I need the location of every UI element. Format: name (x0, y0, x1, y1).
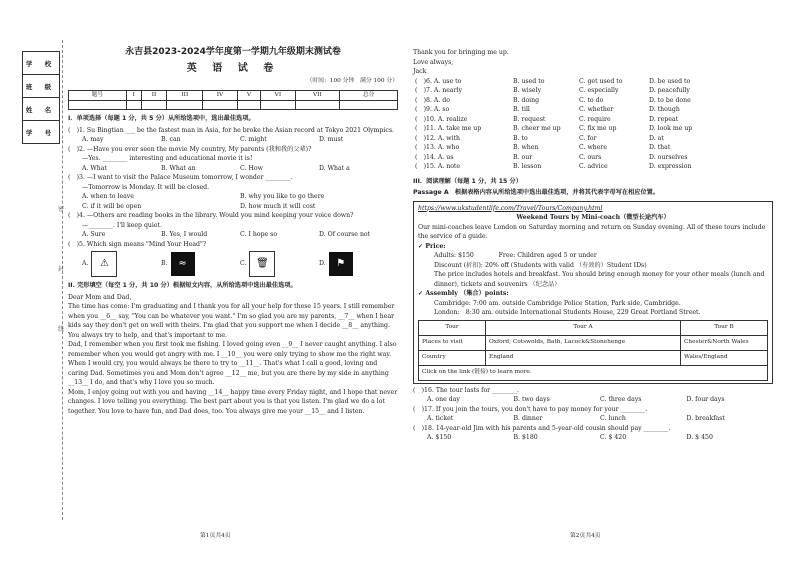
table-row (419, 365, 768, 380)
options-3-row-1 (68, 192, 398, 202)
option[interactable]: C. require (579, 115, 611, 123)
score-cell: IV (203, 90, 237, 101)
option[interactable]: B. to (513, 134, 528, 142)
cloze-row (413, 153, 773, 163)
advert-intro: Our mini-coaches leave London on Saturday morning and return on Sunday evening. All of these tours include the service of a guide. (418, 223, 766, 240)
table-header-row (419, 320, 768, 335)
score-cell[interactable] (261, 101, 295, 110)
table-row (419, 350, 768, 365)
cloze-row (413, 105, 773, 115)
option[interactable]: D. four days (686, 396, 725, 403)
option[interactable]: C. How (240, 164, 263, 172)
option[interactable]: B. till (513, 106, 530, 113)
option[interactable]: ( )12. A. with (415, 134, 460, 142)
option[interactable]: B. dinner (513, 415, 543, 422)
option[interactable]: B. when (513, 144, 539, 151)
cloze-row (413, 124, 773, 134)
seal-mark: 线 (58, 326, 65, 333)
closing-line: Love always, (413, 58, 454, 66)
question-1: ( )1. Su Bingtian ___ be the fastest man in Asia, for he broke the Asian record at Tokyo 2021 Olympics. (68, 126, 394, 134)
assembly-label: ✓ Assembly （集合）points: (418, 290, 509, 297)
seal-mark: 密 (58, 206, 65, 213)
option[interactable]: D. expression (649, 163, 692, 170)
passage-a-instructions: Passage A 根据表格内容从所给选项中选出最佳选项，并将其代表字母写在相应位置。 (413, 189, 660, 196)
score-cell[interactable] (126, 101, 141, 110)
option[interactable]: B. why you like to go there (240, 193, 325, 200)
option[interactable]: ( )7. A. nearly (415, 87, 463, 94)
closing-line: Thank you for bringing me up. (413, 49, 509, 56)
assembly-cambridge: Cambridge: 7:00 am. outside Cambridge Police Station, Park side, Cambridge. (434, 299, 681, 307)
score-cell[interactable] (141, 101, 167, 110)
options-16 (413, 395, 773, 405)
options-1 (68, 135, 398, 145)
option[interactable]: B. What an (161, 164, 196, 172)
option[interactable]: B. lesson (513, 163, 542, 170)
option[interactable]: ( )10. A. realize (415, 115, 468, 123)
option[interactable]: A. Sure (82, 231, 106, 238)
option: D. (319, 260, 326, 268)
sign-options (68, 249, 398, 279)
advert-link[interactable]: Click on the link (链接) to learn more. (419, 365, 768, 380)
question-17: ( )17. If you join the tours, you don't have to pay money for your ________. (413, 405, 648, 413)
option[interactable]: A. when to leave (82, 193, 134, 200)
seal-marks (58, 180, 64, 360)
option-a[interactable] (82, 251, 161, 277)
option[interactable]: ( )9. A. so (415, 106, 450, 113)
option[interactable]: B. our (513, 153, 533, 161)
seal-mark: 封 (58, 266, 65, 273)
score-cell: 题号 (69, 90, 127, 101)
options-17 (413, 414, 773, 424)
cloze-row (413, 115, 773, 125)
options-2 (68, 164, 398, 174)
student-info-box (22, 51, 60, 144)
score-cell[interactable] (69, 101, 127, 110)
table-cell: Chester&North Wales (681, 335, 768, 350)
letter-paragraph: The time has come: I'm graduating and I thank you for all your help for these 15 years. I still remember when you __6__ say, "You can be whatever you want." I'm so glad you are my parents, __7__ when I hear kids say they don't get on well with theirs. I'm glad that you support me when I decide __8__ anything. You always try to help, and that's important to me. (68, 303, 395, 339)
option[interactable]: ( )14. A. us (415, 153, 454, 161)
price-label: ✓ Price: (418, 242, 446, 250)
option[interactable]: B. doing (513, 96, 540, 104)
option[interactable]: D. must (319, 136, 344, 143)
cloze-row (413, 134, 773, 144)
letter-paragraph: Dad, I remember when you first took me fishing. I loved going even __9__ I never caught anything. I also remember when you would get angry with me. I __10__ you were only trying to show me the right way. When I would cry, you would always be there to try to __11__. That's what I call a good, loving and caring Dad. Sometimes you and Mom don't agree __12__ me, but you are there by my side in anything __13__ I do, and that's why I love you so much. (68, 341, 397, 386)
option[interactable]: C. might (240, 136, 267, 143)
option[interactable]: D. peacefully (649, 87, 690, 94)
score-cell[interactable] (167, 101, 203, 110)
exam-title: 永吉县2023-2024学年度第一学期九年级期末测试卷 (125, 47, 341, 57)
cloze-row (413, 77, 773, 87)
option[interactable]: ( )8. A. do (415, 96, 450, 104)
score-blank-row (69, 101, 398, 110)
cloze-row (413, 162, 773, 172)
section-3-title: III．阅读理解（每题 1 分，共 15 分） (413, 177, 522, 185)
option-c[interactable] (240, 251, 319, 277)
option: A. (82, 260, 89, 268)
option[interactable]: A. may (82, 136, 104, 143)
option[interactable]: D. What a (319, 164, 350, 172)
no-swimming-icon: ≈ (171, 252, 195, 276)
option[interactable]: ( )13. A. who (415, 144, 460, 151)
cloze-row (413, 86, 773, 96)
left-column (68, 48, 398, 416)
option[interactable]: ( )6. A. use to (415, 77, 462, 85)
score-cell: V (237, 90, 261, 101)
option[interactable]: D. how much it will cost (240, 202, 316, 210)
option[interactable]: C. get used to (579, 77, 623, 85)
option[interactable]: C. especially (579, 87, 619, 94)
option[interactable]: A. one day (427, 396, 460, 403)
price-discount: Discount (折扣): 20% off (Students with valid （有效的）Student IDs) (434, 261, 647, 269)
option[interactable]: B. used to (513, 77, 545, 85)
assembly-london: London: 8:30 am. outside International Students House, 229 Great Portland Street. (434, 309, 701, 316)
options-4 (68, 230, 398, 240)
right-column (413, 48, 773, 443)
option[interactable]: C. $ 420 (600, 434, 627, 441)
option[interactable]: D. look me up (649, 125, 693, 132)
question-18: ( )18. 14-year-old Jim with his parents and 5-year-old cousin should pay ________. (413, 424, 671, 432)
advert-heading: Weekend Tours by Mini-coach（微型长途汽车） (516, 214, 670, 221)
question-16: ( )16. The tour lasts for ________. (413, 386, 519, 394)
subject-title: 英 语 试 卷 (186, 62, 280, 74)
student-id-label: 学 号 (25, 128, 57, 137)
question-4: ( )4. —Others are reading books in the library. Would you mind keeping your voice down? (68, 212, 354, 219)
option[interactable]: C. for (579, 134, 597, 142)
letter-paragraph: Mom, I enjoy going out with you and having __14__ happy time every Friday night, and I hope that never changes. I love telling you everything. The best part about you is that you listen. I'm glad we do a lot together. You love to have fun, and Dad does, too. You always give me your __15__ and I listen. (68, 388, 398, 415)
score-cell[interactable] (203, 101, 237, 110)
page-number-1: 第1页共4页 (200, 533, 231, 539)
score-cell: I (126, 90, 141, 101)
option[interactable]: C. ours (579, 153, 602, 161)
cloze-row (413, 96, 773, 106)
options-3-row-2 (68, 202, 398, 212)
score-cell[interactable] (340, 101, 398, 110)
cloze-row (413, 143, 773, 153)
option[interactable]: B. can (161, 136, 181, 143)
option[interactable]: A. $150 (427, 434, 452, 441)
table-cell: Wales/England (681, 350, 768, 365)
option[interactable]: D. Of course not (319, 231, 371, 238)
advert-url-link[interactable]: https://www.ukstudentlife.com/Travel/Tours/Company.html (418, 204, 603, 212)
score-cell: VI (261, 90, 295, 101)
option[interactable]: B. cheer me up (513, 125, 561, 132)
class-label: 班 级 (23, 75, 59, 98)
option[interactable]: C. three days (600, 396, 642, 403)
table-cell: England (486, 350, 681, 365)
option[interactable]: C. whether (579, 106, 614, 113)
score-header-row (69, 90, 398, 101)
option[interactable]: C. if it will be open (82, 202, 142, 210)
option[interactable]: D. though (649, 106, 680, 113)
option[interactable]: A. ticket (427, 415, 454, 422)
table-cell: Oxford, Cotswolds, Bath, Lacock&Stonehenge (486, 335, 681, 350)
price-note: The price includes hotels and breakfast. You should bring enough money for your other meals (lunch and dinner), tickets and souvenirs （纪念品） (434, 271, 765, 288)
litter-bin-icon: 🗑 (249, 251, 275, 277)
table-row (419, 335, 768, 350)
option[interactable]: D. to be done (649, 96, 691, 104)
question-4-line-2: —________. I'll keep quiet. (82, 221, 162, 229)
option[interactable]: C. I hope so (240, 231, 278, 238)
option[interactable]: C. lunch (600, 415, 626, 422)
option[interactable]: D. repeat (649, 115, 679, 123)
option[interactable]: D. that (649, 144, 671, 151)
score-cell: III (167, 90, 203, 101)
table-header: Tour (419, 320, 486, 335)
closing-line: Jack (413, 68, 427, 75)
table-header: Tour A (486, 320, 681, 335)
exam-meta: （时间：100 分钟 满分 100 分） (306, 78, 398, 84)
score-table (68, 90, 398, 111)
option[interactable]: D. ourselves (649, 153, 688, 161)
option[interactable]: D. at (649, 134, 664, 142)
page-number-2: 第2页共4页 (570, 533, 601, 539)
caution-sign-icon: ⚠ (91, 251, 117, 277)
table-cell: Places to visit (419, 335, 486, 350)
option-d[interactable] (319, 252, 398, 276)
option[interactable]: A. What (82, 164, 107, 172)
option-b[interactable] (161, 252, 240, 276)
option[interactable]: B. request (513, 115, 546, 123)
option[interactable]: C. where (579, 144, 608, 151)
option[interactable]: B. two days (513, 396, 550, 403)
option[interactable]: B. Yes, I would (161, 231, 208, 238)
letter-salutation: Dear Mom and Dad, (68, 293, 132, 301)
score-cell[interactable] (237, 101, 261, 110)
option[interactable]: C. advice (579, 163, 608, 170)
option: B. (161, 260, 168, 268)
option[interactable]: B. wisely (513, 87, 542, 94)
option[interactable]: B. $180 (513, 434, 538, 441)
name-label: 姓 名 (23, 98, 59, 121)
options-18 (413, 433, 773, 443)
question-3-line-2: —Tomorrow is Monday. It will be closed. (82, 183, 210, 191)
option[interactable]: ( )15. A. note (415, 163, 461, 170)
question-3: ( )3. —I want to visit the Palace Museum tomorrow, I wonder ________. (68, 174, 293, 181)
option: C. (240, 260, 247, 268)
score-cell: 总分 (340, 90, 398, 101)
score-cell: VII (295, 90, 340, 101)
option[interactable]: ( )11. A. take me up (415, 125, 482, 132)
option[interactable]: D. be used to (649, 77, 691, 85)
question-2: ( )2. —Have you ever seen the movie My country, My parents (我和我的父辈)? (68, 145, 312, 153)
question-5: ( )5. Which sign means "Mind Your Head"? (68, 240, 207, 248)
score-cell[interactable] (295, 101, 340, 110)
mind-head-icon: ⚑ (329, 252, 353, 276)
section-1-title: I．单项选择（每题 1 分，共 5 分）从所给选项中，选出最佳选项。 (68, 115, 255, 122)
table-cell: Country (419, 350, 486, 365)
tour-advert (413, 201, 773, 384)
price-adults: Adults: $150 Free: Children aged 5 or under (434, 252, 597, 259)
option[interactable]: D. breakfast (686, 415, 725, 422)
section-2-title: II. 完形填空（每空 1 分，共 10 分）根据短文内容，从所给选项中选出最佳选项。 (68, 282, 297, 289)
option[interactable]: C. to do (579, 96, 604, 104)
option[interactable]: C. fix me up (579, 125, 617, 132)
question-2-line-2: —Yes. ________ interesting and educational movie it is! (82, 155, 253, 162)
school-label: 学 校 (23, 52, 59, 75)
tours-table (418, 320, 768, 381)
table-header: Tour B (681, 320, 768, 335)
cloze-options (413, 77, 773, 172)
option[interactable]: D. $ 450 (686, 434, 713, 441)
score-cell: II (141, 90, 167, 101)
